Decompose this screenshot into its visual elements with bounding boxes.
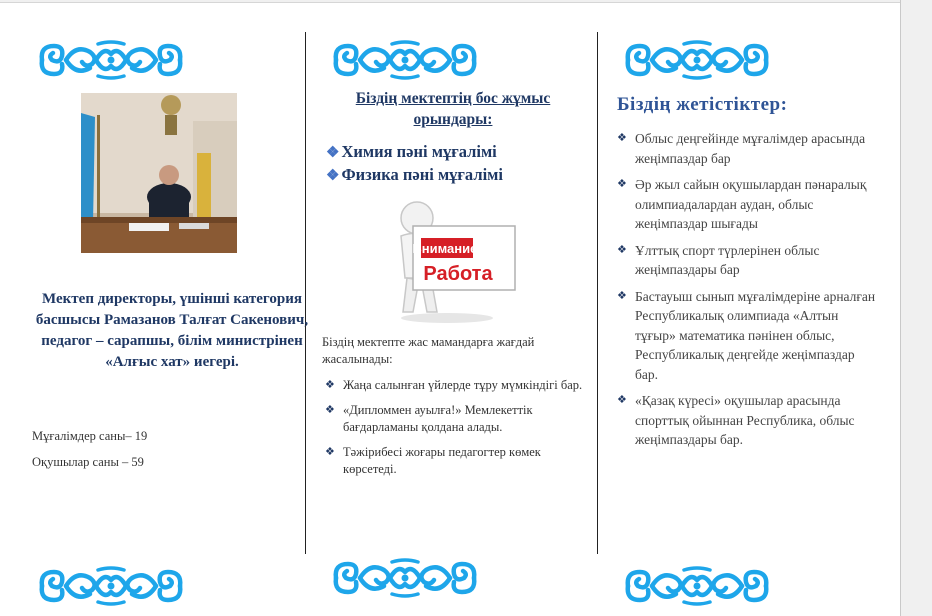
list-item [617, 241, 877, 280]
vacancy-item [326, 142, 497, 162]
achievements-list [617, 129, 877, 457]
list-item [617, 391, 877, 450]
benefit-text: Тәжірибесі жоғары педагогтер көмек көрсетеді. [343, 445, 541, 476]
page-edge-top [0, 0, 900, 3]
achievement-text: Бастауыш сынып мұғалімдеріне арналған Республикалық олимпиада «Алтын тұғыр» математика пәнінен облыс, Республикалық деңгейде жеңімпаздар бар. [635, 288, 876, 382]
director-photo [81, 93, 237, 253]
ornament-top-left [36, 38, 186, 82]
ornament-bottom-right [622, 564, 772, 608]
attention-work-illustration [383, 192, 519, 324]
list-item [325, 402, 587, 436]
diamond-bullet-icon: ❖ [617, 394, 627, 406]
list-item [617, 175, 877, 234]
benefits-list [325, 377, 587, 486]
students-count: Оқушылар саны – 59 [32, 455, 144, 469]
diamond-bullet-icon: ❖ [617, 132, 627, 144]
young-specialists-lead: Біздің мектепте жас мамандарға жағдай жасалынады: [322, 335, 535, 366]
ornament-top-middle [330, 38, 480, 82]
diamond-bullet-icon: ❖ [326, 145, 340, 161]
director-caption: Мектеп директоры, үшінші категория басшысы Рамазанов Талғат Сакенович, педагог – сарапшы, білім министрінен «Алғыс хат» иегері. [35, 291, 309, 370]
list-item [325, 377, 587, 394]
achievement-text: Облыс деңгейінде мұғалімдер арасында жеңімпаздар бар [635, 131, 866, 166]
list-item [325, 444, 587, 478]
vacancy-item [326, 165, 503, 185]
teachers-count: Мұғалімдер саны– 19 [32, 429, 148, 443]
diamond-bullet-icon: ❖ [617, 178, 627, 190]
list-item [617, 129, 877, 168]
notice-sign-line1: Внимание! [412, 241, 482, 256]
vacancy-label: Физика пәні мұғалімі [341, 165, 503, 184]
column-divider-right [597, 32, 598, 554]
diamond-bullet-icon: ❖ [325, 404, 335, 416]
page-edge-right [900, 0, 932, 616]
benefit-text: «Дипломмен ауылға!» Мемлекеттік бағдарламаны қолдана алады. [343, 403, 533, 434]
diamond-bullet-icon: ❖ [325, 379, 335, 391]
list-item [617, 287, 877, 385]
diamond-bullet-icon: ❖ [326, 168, 340, 184]
diamond-bullet-icon: ❖ [617, 243, 627, 256]
benefit-text: Жаңа салынған үйлерде тұру мүмкіндігі бар. [343, 378, 583, 392]
diamond-bullet-icon: ❖ [617, 289, 627, 302]
notice-sign-line2: Работа [423, 263, 493, 285]
ornament-top-right [622, 38, 772, 82]
vacancy-label: Химия пәні мұғалімі [341, 142, 497, 161]
achievement-text: Әр жыл сайын оқушылардан пәнаралық олимпиадалардан аудан, облыс жеңімпаздар шығады [635, 177, 867, 231]
achievement-text: «Қазақ күресі» оқушылар арасында спорттық ойыннан Республика, облыс жеңімпаздары бар. [635, 393, 855, 447]
diamond-bullet-icon: ❖ [325, 446, 335, 458]
ornament-bottom-middle [330, 556, 480, 600]
vacancies-title: Біздің мектептің бос жұмыс орындары: [355, 90, 551, 128]
achievements-title: Біздің жетістіктер: [617, 94, 788, 115]
achievement-text: Ұлттық спорт түрлерінен облыс жеңімпаздары бар [635, 242, 820, 277]
ornament-bottom-left [36, 564, 186, 608]
